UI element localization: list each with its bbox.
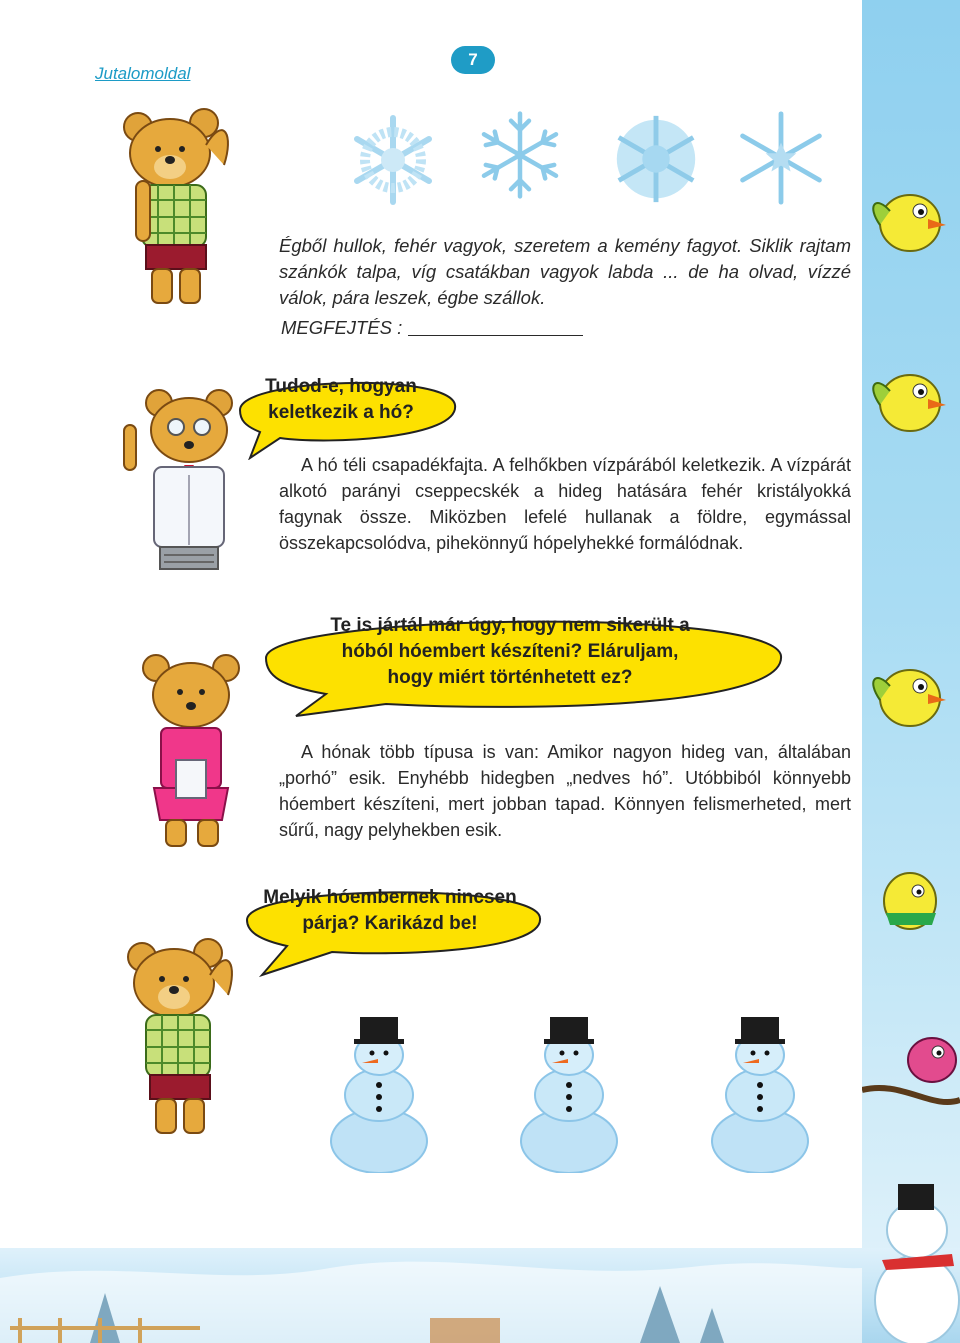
snowman-illustration[interactable] [703, 1013, 818, 1173]
bubble-line: Melyik hóembernek nincsen [263, 887, 517, 908]
page-number-badge: 7 [451, 46, 495, 74]
snowflake-icon [607, 110, 705, 208]
info-paragraph-2: A hónak több típusa is van: Amikor nagyon hideg van, általában „porhó” esik. Enyhébb hidegben „nedves hó”. Utóbbiból könnyebb hóembert készíteni, mert jobban tapad. Könnyen felismerheted, mert sűrű, nagy pelyhekben esik. [279, 742, 851, 840]
snowflake-icon [733, 110, 829, 206]
teddy-bear-illustration [110, 935, 250, 1145]
bird-illustration [866, 855, 954, 945]
bubble-question-1 [236, 374, 446, 426]
riddle-text: Égből hullok, fehér vagyok, szeretem a kemény fagyot. Siklik rajtam szánkók talpa, víg csatákban vagyok labda ... de ha olvad, vízzé válok, pára leszek, égbe szállok. [279, 235, 851, 308]
bird-illustration [866, 650, 954, 740]
bubble-question-2 [286, 613, 734, 691]
snowman-illustration[interactable] [512, 1013, 627, 1173]
info-paragraph-1: A hó téli csapadékfajta. A felhőkben vízpárából keletkezik. A vízpárát alkotó parányi cseppecskék a hideg hatására fehér kristályokká fagynak össze. Miközben lefelé hullanak a földre, egymással összekapcsolódva, pihekönnyű hópelyhekké formálódnak. [279, 455, 851, 553]
teddy-bear-illustration [106, 105, 246, 315]
snowman-illustration[interactable] [322, 1013, 437, 1173]
bubble-line: keletkezik a hó? [268, 402, 414, 423]
bubble-line: Tudod-e, hogyan [265, 376, 417, 397]
bird-illustration [862, 1020, 960, 1140]
bubble-line: párja? Karikázd be! [302, 913, 478, 934]
bird-illustration [866, 355, 954, 445]
answer-line[interactable] [408, 335, 583, 336]
snowman-illustration [862, 1170, 960, 1343]
snowflake-icon [475, 110, 565, 200]
bubble-line: hóból hóembert készíteni? Eláruljam, [341, 641, 679, 662]
bubble-task [250, 885, 530, 937]
teddy-bear-illustration [126, 650, 256, 850]
answer-label: MEGFEJTÉS : [281, 317, 403, 338]
snowflake-icon [343, 110, 443, 210]
bubble-line: hogy miért történhetett ez? [387, 667, 633, 688]
winter-landscape-illustration [0, 1248, 862, 1343]
bird-illustration [866, 175, 954, 265]
answer-row [281, 317, 583, 339]
bubble-line: Te is jártál már úgy, hogy nem sikerült a [330, 615, 690, 636]
reward-page-link[interactable]: Jutalomoldal [95, 64, 191, 83]
